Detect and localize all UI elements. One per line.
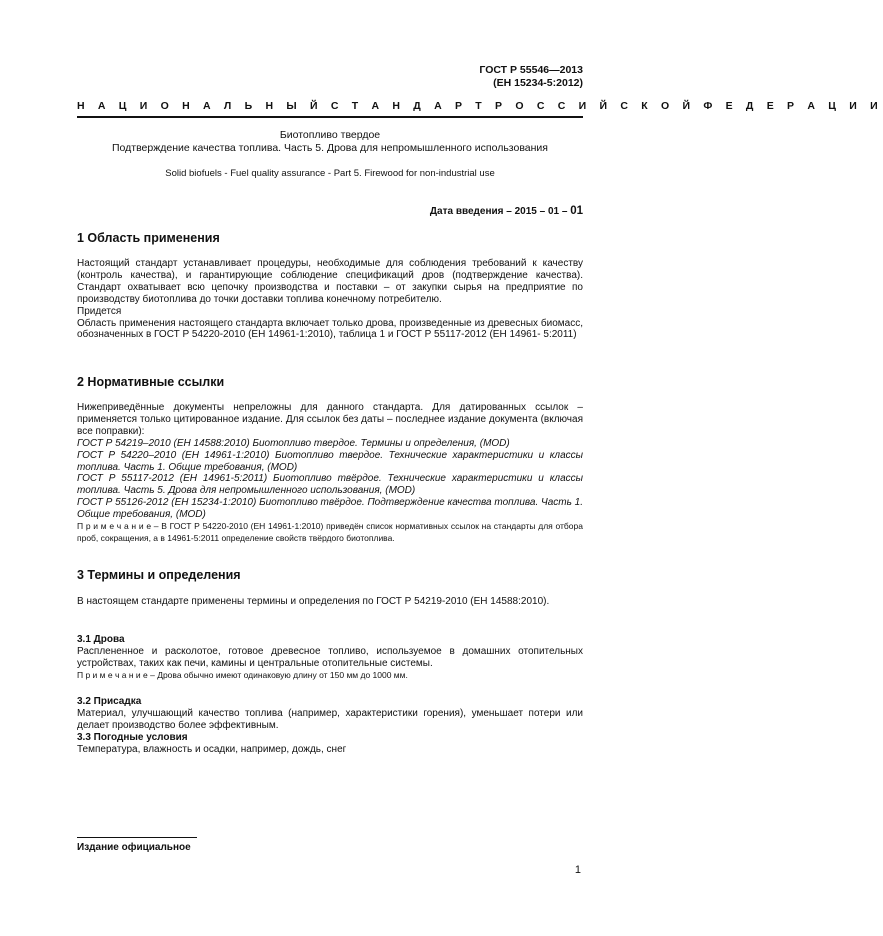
section-2-body xyxy=(77,402,583,545)
introduction-date xyxy=(430,205,583,217)
intro-date-day: 01 xyxy=(570,205,583,217)
term-3-3-title: 3.3 Погодные условия xyxy=(77,731,188,743)
reference-2: ГОСТ Р 54220–2010 (ЕН 14961-1:2010) Биотопливо твердое. Технические характеристики и классы топлива. Часть 1. Общие требования, (MOD) xyxy=(77,449,583,473)
term-3-1-note xyxy=(77,670,583,682)
term-3-2 xyxy=(77,696,583,756)
document-title-en: Solid biofuels - Fuel quality assurance - Part 5. Firewood for non-industrial use xyxy=(165,168,495,179)
page-number: 1 xyxy=(574,864,581,876)
title-line-1: Биотопливо твердое xyxy=(279,129,381,141)
term-3-1-note-text: – Дрова обычно имеют одинаковую длину от 150 мм до 1000 мм. xyxy=(147,669,408,680)
document-title-ru xyxy=(77,129,583,155)
term-3-1-title: 3.1 Дрова xyxy=(77,634,125,645)
note-text: – В ГОСТ Р 54220-2010 (ЕН 14961-1:2010) приведён список нормативных ссылок на стандарты для отбора проб, сокращения, а в 14961-5:2011 определение свойств твёрдого биотоплива. xyxy=(77,521,583,543)
reference-4: ГОСТ Р 55126-2012 (ЕН 15234-1:2010) Биотопливо твёрдое. Подтверждение качества топлива. Часть 1. Общие требования, (MOD) xyxy=(77,497,584,521)
section-1-paragraph-1: Настоящий стандарт устанавливает процедуры, необходимые для соблюдения требований к качеству (контроль качества), и гарантирующие соблюдение спецификаций дров (подтверждение качества). Стандарт охватывает всю цепочку производства и поставки – от закупки сырья на предприятие по производству биотоплива до точки доставки топлива конечному потребителю. xyxy=(77,258,583,305)
term-3-3-definition: Температура, влажность и осадки, например, дождь, снег xyxy=(77,743,347,755)
term-3-2-definition: Материал, улучшающий качество топлива (например, характеристики горения), уменьшает потери или делает производство более эффективным. xyxy=(77,707,583,731)
section-1-heading: 1 Область применения xyxy=(77,231,220,245)
en-code: (ЕН 15234-5:2012) xyxy=(493,77,583,89)
section-1-paragraph-3: Область применения настоящего стандарта включает только дрова, произведенные из древесных биомасс, обозначенных в ГОСТ Р 54220-2010 (ЕН 14961-1:2010), таблица 1 и ГОСТ Р 55117-2012 (ЕН 14961- 5:2011) xyxy=(77,317,583,341)
section-2-heading: 2 Нормативные ссылки xyxy=(77,375,225,389)
reference-1: ГОСТ Р 54219–2010 (ЕН 14588:2010) Биотопливо твердое. Термины и определения, (MOD) xyxy=(77,437,510,449)
reference-3: ГОСТ Р 55117-2012 (ЕН 14961-5:2011) Биотопливо твёрдое. Технические характеристики и классы топлива. Часть 5. Дрова для непромышленного использования, (MOD) xyxy=(77,473,583,497)
title-line-2: Подтверждение качества топлива. Часть 5. Дрова для непромышленного использования xyxy=(112,142,548,154)
official-edition-label: Издание официальное xyxy=(77,842,191,853)
document-code xyxy=(479,64,583,90)
term-3-2-title: 3.2 Присадка xyxy=(77,696,142,707)
term-3-1-note-label: П р и м е ч а н и е xyxy=(77,669,148,680)
section-1-body xyxy=(77,258,583,341)
term-3-1 xyxy=(77,634,583,682)
gost-code: ГОСТ Р 55546—2013 xyxy=(479,64,583,76)
intro-date-label: Дата введения – 2015 – 01 – xyxy=(429,206,568,217)
national-standard-title: Н А Ц И О Н А Л Ь Н Ы Й С Т А Н Д А Р Т Р О С С И Й С К О Й Ф Е Д Е Р А Ц И И xyxy=(77,100,883,112)
section-3-heading: 3 Термины и определения xyxy=(77,568,241,582)
header-rule xyxy=(77,116,583,118)
term-3-1-definition: Расплененное и расколотое, готовое древесное топливо, используемое в домашних отопительных устройствах, таких как печи, камины и центральные отопительные системы. xyxy=(77,645,583,669)
section-3-paragraph-1: В настоящем стандарте применены термины и определения по ГОСТ Р 54219-2010 (ЕН 14588:2010). xyxy=(77,596,550,607)
section-3-body xyxy=(77,596,583,608)
section-1-paragraph-2: Придется xyxy=(77,305,122,317)
section-2-paragraph-1: Нижеприведённые документы непреложны для данного стандарта. Для датированных ссылок – применяется только цитированное издание. Для ссылок без даты – последнее издание документа (включая все поправки): xyxy=(77,402,583,437)
note-label: П р и м е ч а н и е xyxy=(77,521,152,532)
footer-rule xyxy=(77,837,197,838)
section-2-note xyxy=(77,521,583,545)
